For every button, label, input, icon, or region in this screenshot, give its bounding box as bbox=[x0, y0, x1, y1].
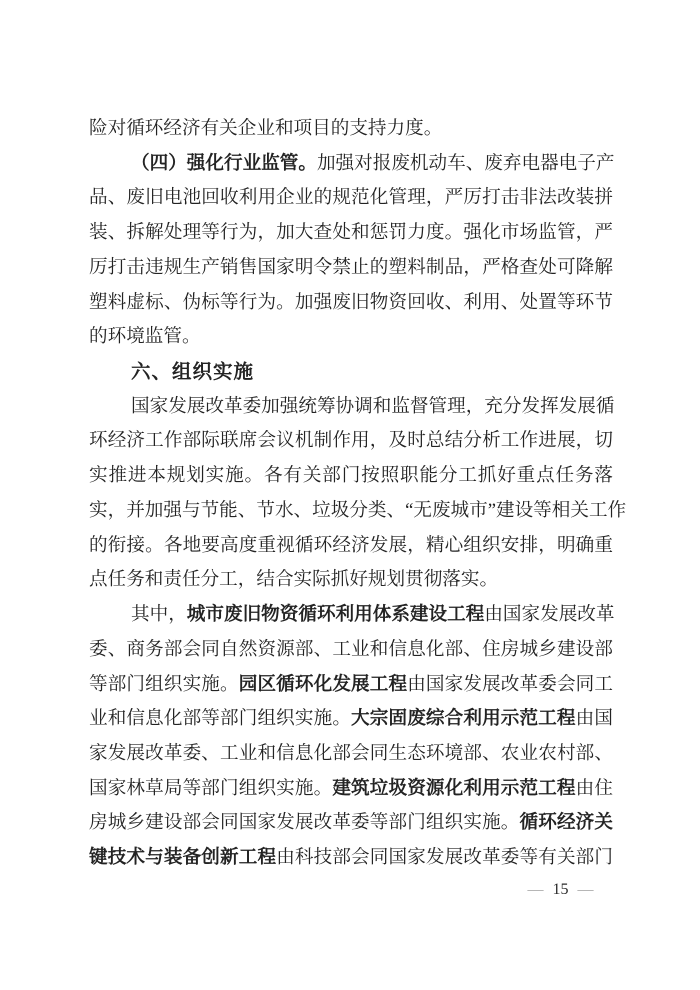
footer-dash-left: — bbox=[527, 882, 544, 897]
text-run: 国家发展改革委加强统筹协调和监督管理，充分发挥发展循 bbox=[131, 395, 615, 417]
bold-text-run: 循环经济关 bbox=[519, 812, 613, 834]
page-number: 15 bbox=[552, 881, 569, 898]
text-line bbox=[89, 563, 613, 598]
bold-text-run: 六、组织实施 bbox=[131, 361, 255, 384]
text-line bbox=[89, 737, 613, 772]
text-line bbox=[89, 633, 613, 668]
text-run: 家发展改革委、工业和信息化部会同生态环境部、农业农村部、 bbox=[89, 742, 613, 764]
text-line bbox=[89, 181, 613, 216]
text-run: 的环境监管。 bbox=[89, 326, 201, 348]
text-run: 其中， bbox=[131, 604, 187, 626]
text-run: 环经济工作部际联席会议机制作用，及时总结分析工作进展，切 bbox=[89, 430, 613, 452]
text-line bbox=[89, 841, 613, 876]
text-run: 房城乡建设部会同国家发展改革委等部门组织实施。 bbox=[89, 812, 520, 834]
bold-text-run: 城市废旧物资循环利用体系建设工程 bbox=[186, 604, 485, 626]
text-line bbox=[89, 772, 613, 807]
text-run: 险对循环经济有关企业和项目的支持力度。 bbox=[89, 118, 443, 139]
document-body bbox=[89, 112, 627, 876]
text-run: 品、废旧电池回收利用企业的规范化管理，严厉打击非法改装拼 bbox=[89, 187, 613, 209]
text-line bbox=[89, 390, 613, 425]
text-run: 由住 bbox=[575, 777, 613, 799]
text-line bbox=[89, 494, 627, 529]
text-line bbox=[89, 668, 613, 703]
text-run: 由国 bbox=[575, 708, 613, 730]
text-run: 国家林草局等部门组织实施。 bbox=[89, 777, 333, 799]
text-line bbox=[89, 424, 613, 459]
text-run: 装、拆解处理等行为，加大查处和惩罚力度。强化市场监管，严 bbox=[89, 222, 613, 244]
text-run: 厉打击违规生产销售国家明令禁止的塑料制品，严格查处可降解 bbox=[89, 256, 613, 278]
text-line bbox=[89, 147, 613, 182]
page-footer bbox=[498, 878, 623, 902]
text-line bbox=[89, 320, 613, 355]
bold-text-run: 建筑垃圾资源化利用示范工程 bbox=[332, 777, 576, 799]
text-run: 实推进本规划实施。各有关部门按照职能分工抓好重点任务落 bbox=[89, 465, 613, 487]
text-line bbox=[89, 598, 613, 633]
text-run: 塑料虚标、伪标等行为。加强废旧物资回收、利用、处置等环节 bbox=[89, 291, 613, 313]
text-run: 由国家发展改革委会同工 bbox=[407, 673, 613, 695]
text-run: 由科技部会同国家发展改革委等有关部门 bbox=[276, 847, 613, 869]
text-line bbox=[89, 112, 613, 147]
text-run: 委、商务部会同自然资源部、工业和信息化部、住房城乡建设部 bbox=[89, 638, 613, 660]
text-line bbox=[89, 702, 613, 737]
text-run: 的衔接。各地要高度重视循环经济发展，精心组织安排，明确重 bbox=[89, 534, 613, 556]
text-run: 业和信息化部等部门组织实施。 bbox=[89, 708, 352, 730]
text-line bbox=[89, 806, 613, 841]
text-run: 等部门组织实施。 bbox=[89, 673, 239, 695]
text-line bbox=[89, 216, 613, 251]
bold-text-run: 园区循环化发展工程 bbox=[238, 673, 408, 695]
section-heading bbox=[89, 355, 613, 390]
text-line bbox=[89, 251, 613, 286]
bold-text-run: （四）强化行业监管。 bbox=[131, 152, 317, 174]
text-run: 点任务和责任分工，结合实际抓好规划贯彻落实。 bbox=[89, 569, 499, 591]
text-line bbox=[89, 286, 613, 321]
footer-dash-right: — bbox=[577, 882, 594, 897]
text-run: 加强对报废机动车、废弃电器电子产 bbox=[316, 152, 615, 174]
text-line bbox=[89, 529, 613, 564]
bold-text-run: 键技术与装备创新工程 bbox=[89, 847, 277, 869]
bold-text-run: 大宗固废综合利用示范工程 bbox=[351, 708, 576, 730]
text-line bbox=[89, 459, 613, 494]
text-run: 由国家发展改革 bbox=[484, 604, 615, 626]
text-run: 实，并加强与节能、节水、垃圾分类、“无废城市”建设等相关工作 bbox=[89, 499, 627, 521]
